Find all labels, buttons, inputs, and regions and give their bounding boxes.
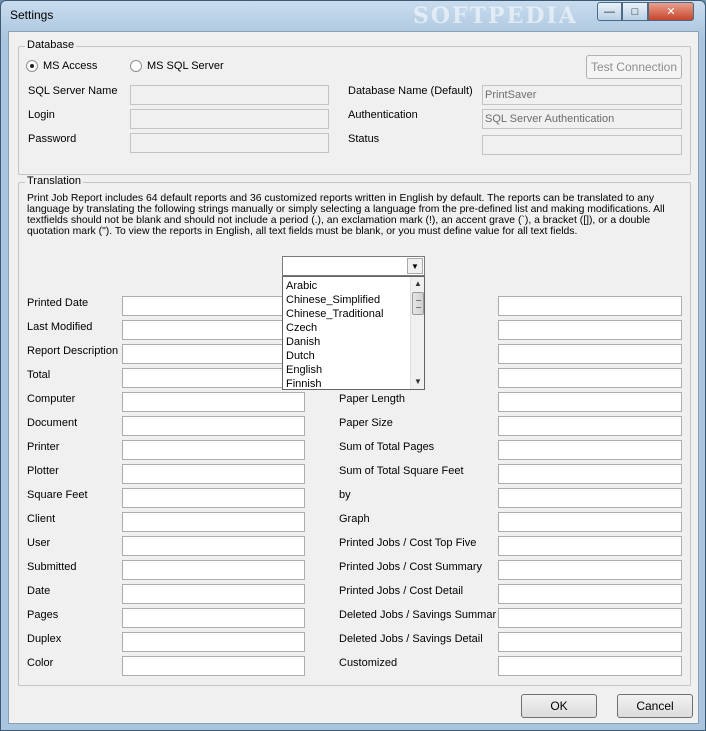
ok-label: OK: [550, 699, 568, 713]
translation-input[interactable]: [498, 536, 682, 556]
translation-label: Deleted Jobs / Savings Summar: [339, 609, 497, 621]
translation-label: Deleted Jobs / Savings Detail: [339, 633, 483, 645]
translation-label: Square Feet: [27, 489, 88, 501]
language-option[interactable]: Finnish: [286, 378, 322, 390]
translation-label: Paper Size: [339, 417, 393, 429]
authentication-select[interactable]: [482, 109, 682, 129]
translation-input[interactable]: [498, 584, 682, 604]
language-select[interactable]: [282, 256, 425, 276]
minimize-button[interactable]: [597, 2, 622, 21]
translation-input[interactable]: [122, 320, 305, 340]
database-group-label: Database: [27, 39, 75, 51]
translation-label: Graph: [339, 513, 370, 525]
translation-label: Customized: [339, 657, 398, 669]
login-label: Login: [28, 109, 55, 121]
status-label: Status: [348, 133, 380, 145]
translation-label: Sum of Total Pages: [339, 441, 435, 453]
scroll-up-icon[interactable]: ▲: [414, 279, 422, 288]
translation-input[interactable]: [122, 608, 305, 628]
cancel-label: Cancel: [636, 699, 674, 713]
ms-access-label: MS Access: [43, 60, 98, 72]
translation-input[interactable]: [122, 536, 305, 556]
test-connection-label: Test Connection: [590, 60, 678, 74]
dropdown-scrollbar[interactable]: [410, 277, 424, 389]
authentication-label: Authentication: [348, 109, 418, 121]
translation-input[interactable]: [122, 632, 305, 652]
language-option[interactable]: Danish: [286, 336, 321, 348]
translation-label: Computer: [27, 393, 76, 405]
translation-input[interactable]: [122, 416, 305, 436]
translation-label: Total: [27, 369, 51, 381]
translation-label: Paper Length: [339, 393, 406, 405]
translation-label: Client: [27, 513, 56, 525]
translation-input[interactable]: [122, 560, 305, 580]
ok-button[interactable]: [521, 694, 597, 718]
translation-group-label: Translation: [27, 175, 82, 187]
ms-sql-server-label: MS SQL Server: [147, 60, 224, 72]
close-icon: ✕: [666, 6, 676, 18]
language-option[interactable]: Chinese_Simplified: [286, 294, 381, 306]
minimize-icon: —: [604, 5, 615, 18]
maximize-icon: □: [631, 5, 639, 18]
database-name-value: PrintSaver: [485, 89, 537, 101]
translation-input[interactable]: [122, 464, 305, 484]
translation-input[interactable]: [498, 560, 682, 580]
translation-input[interactable]: [122, 368, 305, 388]
sql-server-name-input[interactable]: [130, 85, 329, 105]
translation-input[interactable]: [498, 296, 682, 316]
translation-label: Report Description: [27, 345, 119, 357]
translation-input[interactable]: [122, 512, 305, 532]
status-field: [482, 135, 682, 155]
translation-label: Color: [27, 657, 54, 669]
translation-label: Last Modified: [27, 321, 93, 333]
language-option[interactable]: Arabic: [286, 280, 318, 292]
translation-input[interactable]: [498, 632, 682, 652]
scrollbar-thumb[interactable]: [412, 292, 424, 315]
database-group: [18, 39, 691, 175]
maximize-button[interactable]: [622, 2, 648, 21]
scroll-down-icon[interactable]: ▼: [414, 377, 422, 386]
translation-input[interactable]: [498, 656, 682, 676]
translation-input[interactable]: [498, 488, 682, 508]
translation-label: Pages: [27, 609, 59, 621]
title-bar[interactable]: [1, 1, 705, 31]
translation-input[interactable]: [122, 656, 305, 676]
cancel-button[interactable]: [617, 694, 693, 718]
radio-selected-icon: [26, 60, 38, 72]
language-option[interactable]: Dutch: [286, 350, 315, 362]
translation-label: by: [339, 489, 351, 501]
translation-label: Sum of Total Square Feet: [339, 465, 464, 477]
translation-label: Printed Date: [27, 297, 89, 309]
translation-label: Plotter: [27, 465, 59, 477]
language-option[interactable]: English: [286, 364, 323, 376]
ms-access-radio[interactable]: [26, 60, 97, 72]
password-label: Password: [28, 133, 77, 145]
radio-unselected-icon: [130, 60, 142, 72]
translation-input[interactable]: [122, 584, 305, 604]
translation-input[interactable]: [498, 440, 682, 460]
translation-input[interactable]: [122, 296, 305, 316]
translation-input[interactable]: [498, 368, 682, 388]
login-input[interactable]: [130, 109, 329, 129]
translation-label: Duplex: [27, 633, 62, 645]
translation-label: Submitted: [27, 561, 77, 573]
language-dropdown-list: [282, 276, 425, 390]
database-name-label: Database Name (Default): [348, 85, 473, 97]
translation-label: Printed Jobs / Cost Top Five: [339, 537, 477, 549]
translation-label: Printed Jobs / Cost Detail: [339, 585, 464, 597]
translation-label: Printed Jobs / Cost Summary: [339, 561, 483, 573]
translation-input[interactable]: [498, 320, 682, 340]
language-option[interactable]: Chinese_Traditional: [286, 308, 384, 320]
translation-input[interactable]: [498, 392, 682, 412]
chevron-down-icon[interactable]: ▼: [407, 258, 423, 274]
translation-input[interactable]: [498, 608, 682, 628]
translation-input[interactable]: [122, 440, 305, 460]
window-title: Settings: [10, 8, 54, 22]
translation-input[interactable]: [122, 488, 305, 508]
translation-input[interactable]: [122, 344, 305, 364]
test-connection-button[interactable]: [586, 55, 682, 79]
translation-input[interactable]: [498, 416, 682, 436]
translation-label: Document: [27, 417, 78, 429]
translation-label: Printer: [27, 441, 60, 453]
translation-label: Date: [27, 585, 51, 597]
translation-input[interactable]: [498, 344, 682, 364]
authentication-value: SQL Server Authentication: [485, 113, 615, 125]
watermark: SOFTPEDIA: [413, 3, 578, 29]
translation-input[interactable]: [498, 464, 682, 484]
database-name-input[interactable]: [482, 85, 682, 105]
dialog-body: [8, 31, 699, 724]
translation-input[interactable]: [498, 512, 682, 532]
ms-sql-server-radio[interactable]: [130, 60, 224, 72]
translation-description: Print Job Report includes 64 default reports and 36 customized reports written in English by default. The reports can be translated to any language by translating the following strings manually or simply selecting a language from the pre-defined list and making modifications. All textfields should not be blank and should not include a period (.), an exclamation mark (!), an accent grave (`), a bracket ([]), or a double quotation mark ("). To view the reports in English, all text fields must be blank, or you must define value for all text fields.: [27, 193, 665, 237]
translation-input[interactable]: [122, 392, 305, 412]
close-button[interactable]: [648, 2, 694, 21]
sql-server-name-label: SQL Server Name: [28, 85, 118, 97]
password-input[interactable]: [130, 133, 329, 153]
language-option[interactable]: Czech: [286, 322, 318, 334]
translation-label: User: [27, 537, 51, 549]
